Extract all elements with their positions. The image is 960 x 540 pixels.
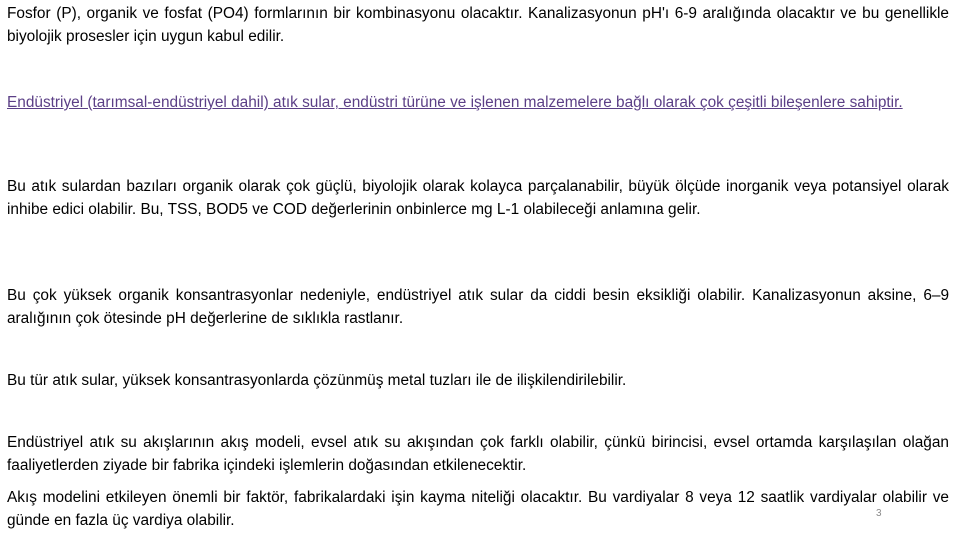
paragraph-shift-work: Akış modelini etkileyen önemli bir faktör, fabrikalardaki işin kayma niteliği olacaktır. Bu vardiyalar 8 veya 12 saatlik vardiyalar olabilir ve günde en fazla üç vardiya olabilir.	[7, 489, 949, 529]
paragraph-nutrient-deficiency: Bu çok yüksek organik konsantrasyonlar nedeniyle, endüstriyel atık sular da ciddi besin eksikliği olabilir. Kanalizasyonun aksine, 6–9 aralığının çok ötesinde pH değerlerine de sıklıkla rastlanır.	[7, 287, 949, 327]
industrial-wastewater-link[interactable]: Endüstriyel (tarımsal-endüstriyel dahil) atık sular, endüstri türüne ve işlenen malzemelere bağlı olarak çok çeşitli bileşenlere sahiptir.	[7, 94, 903, 111]
paragraph-metal-salts: Bu tür atık sular, yüksek konsantrasyonlarda çözünmüş metal tuzları ile de ilişkilendirilebilir.	[7, 372, 627, 389]
paragraph-flow-pattern: Endüstriyel atık su akışlarının akış modeli, evsel atık su akışından çok farklı olabilir, çünkü birincisi, evsel ortamda karşılaşılan olağan faaliyetlerden ziyade bir fabrika içindeki işlemlerin doğasından etkilenecektir.	[7, 434, 949, 474]
page-number: 3	[876, 508, 882, 519]
paragraph-phosphorus-ph: Fosfor (P), organik ve fosfat (PO4) formlarının bir kombinasyonu olacaktır. Kanalizasyonun pH'ı 6-9 aralığında olacaktır ve bu genellikle biyolojik prosesler için uygun kabul edilir.	[7, 5, 949, 45]
paragraph-industrial-wastewater-link[interactable]	[7, 91, 949, 114]
paragraph-organic-strength: Bu atık sulardan bazıları organik olarak çok güçlü, biyolojik olarak kolayca parçalanabilir, büyük ölçüde inorganik veya potansiyel olarak inhibe edici olabilir. Bu, TSS, BOD5 ve COD değerlerinin onbinlerce mg L-1 olabileceği anlamına gelir.	[7, 178, 949, 218]
